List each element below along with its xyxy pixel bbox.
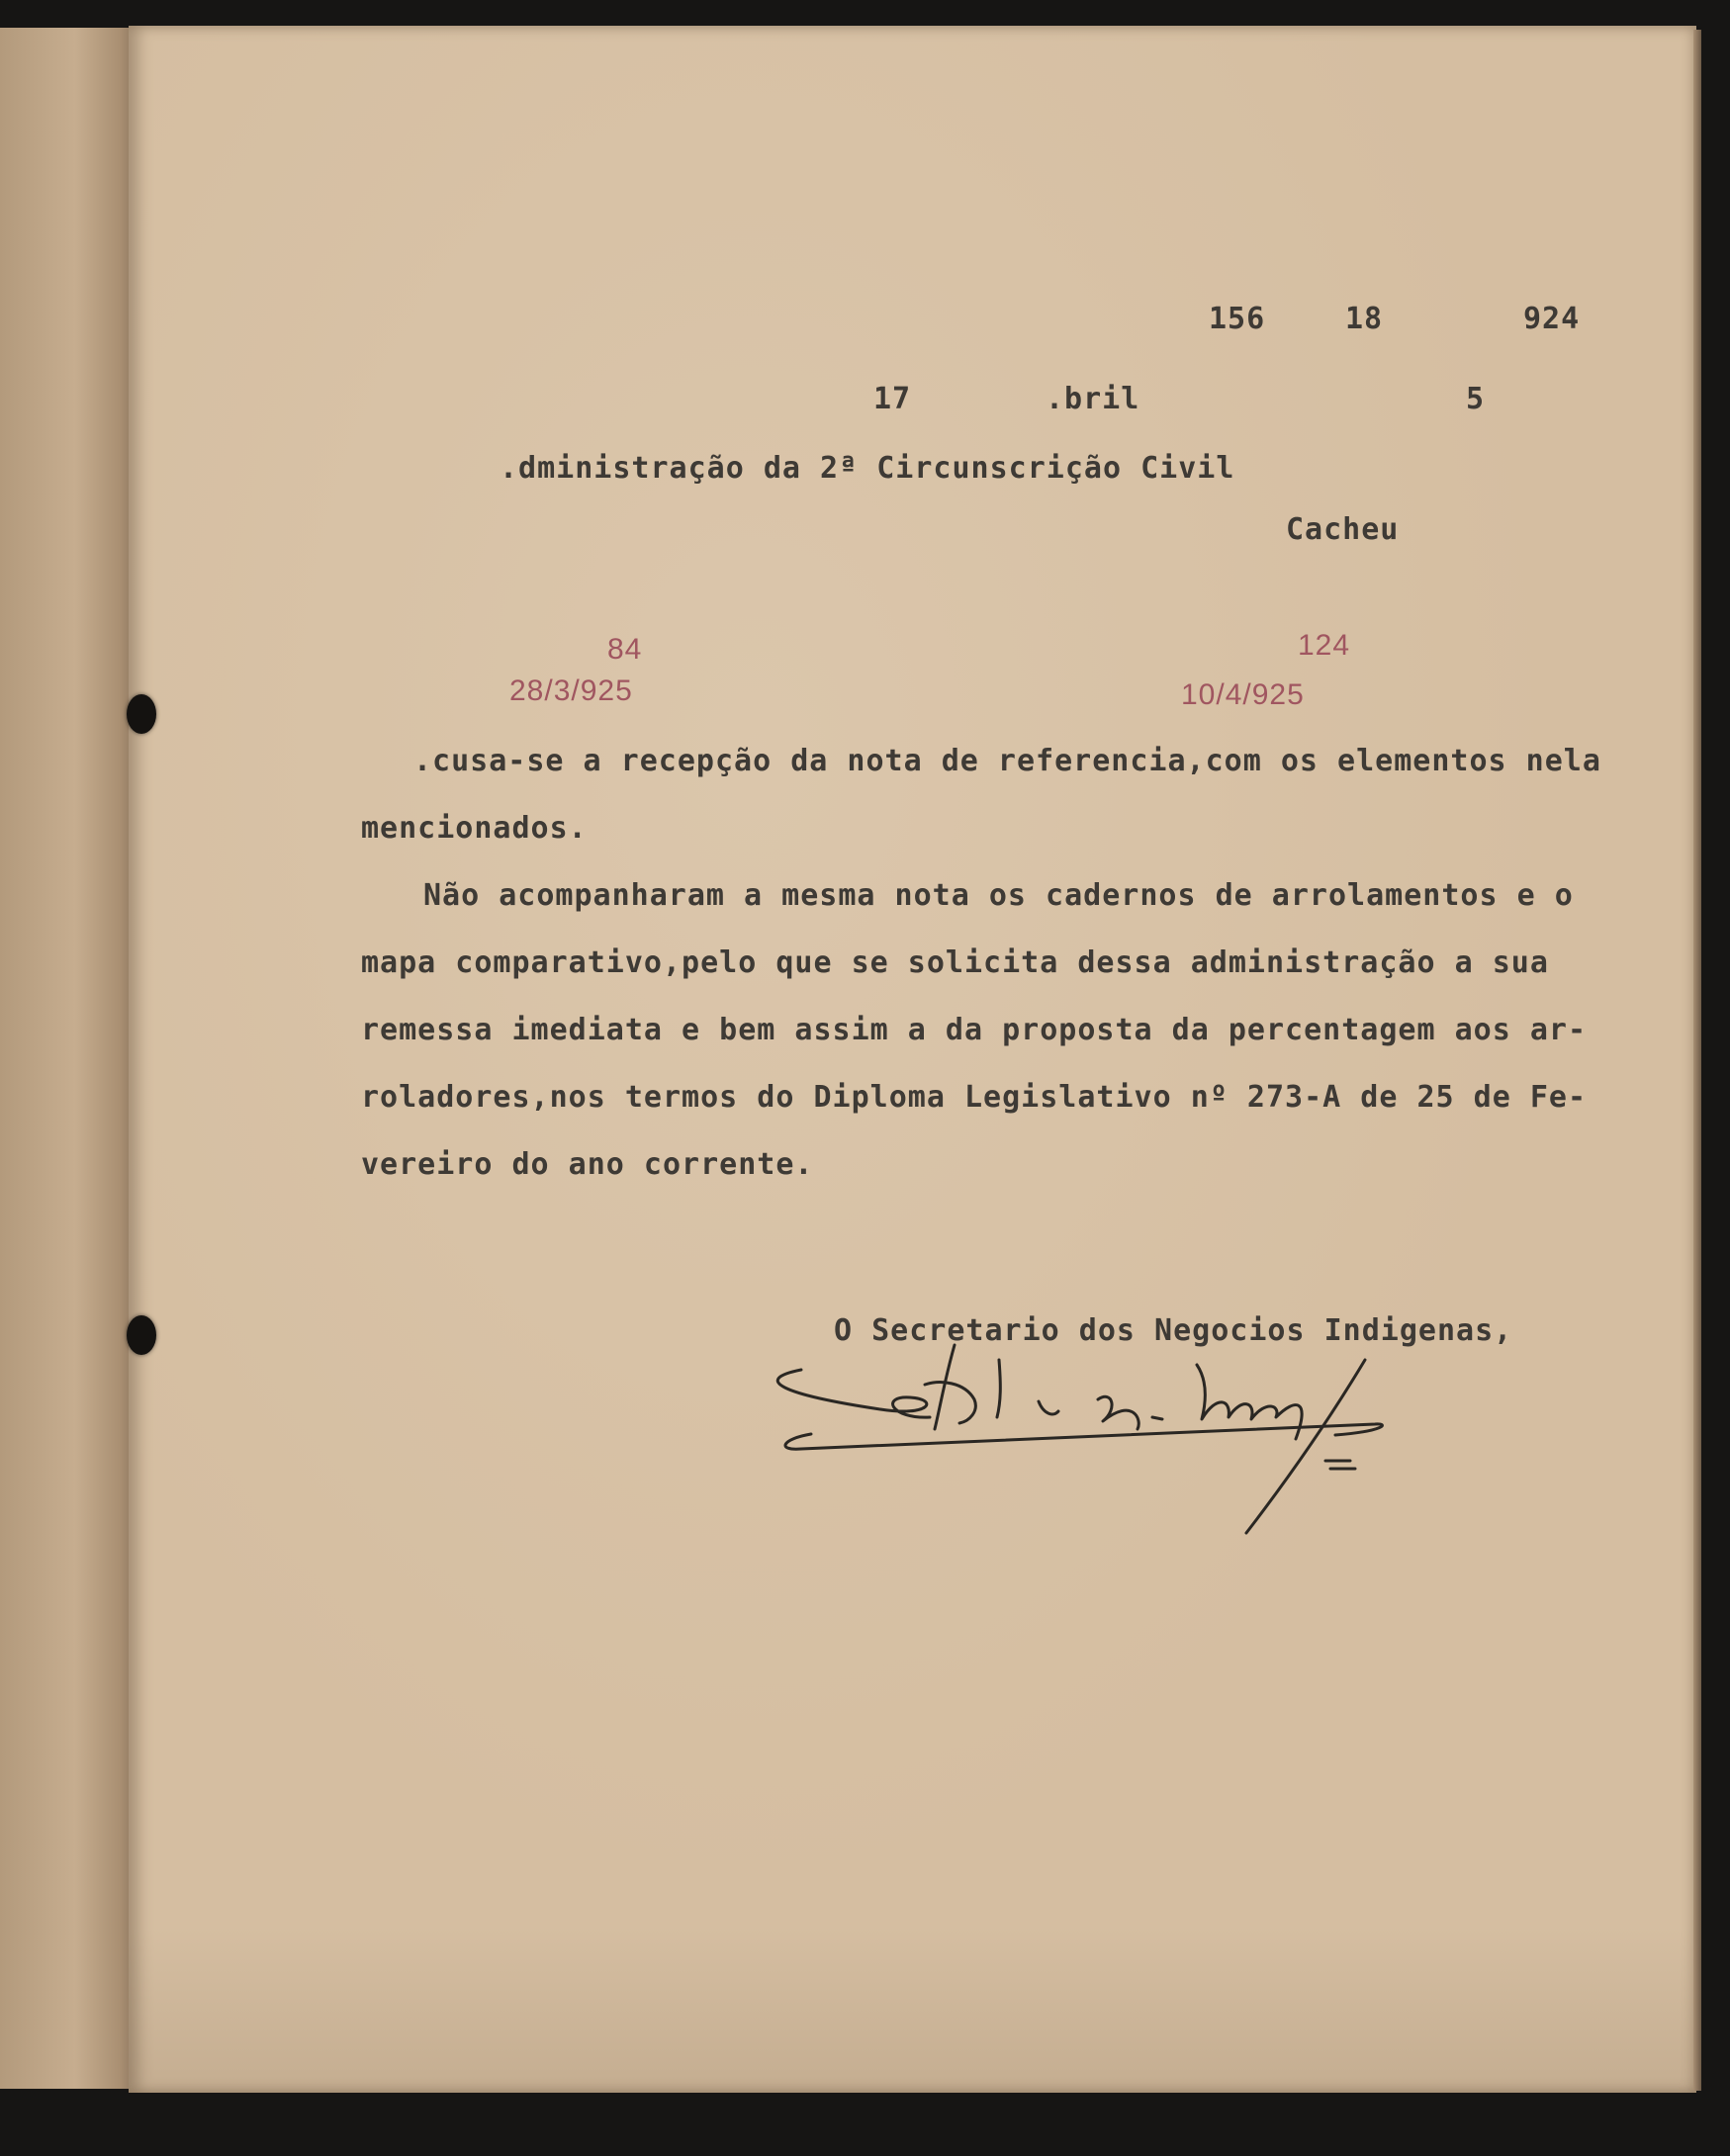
reference-page: 18 [1345, 302, 1384, 336]
addressee-line: .dministração da 2ª Circunscrição Civil [500, 451, 1235, 486]
stamp-left-number: 84 [607, 633, 643, 666]
body-line-7: vereiro do ano corrente. [361, 1147, 814, 1182]
body-line-6: roladores,nos termos do Diploma Legislativo nº 273-A de 25 de Fe- [361, 1080, 1587, 1115]
body-line-5: remessa imediata e bem assim a da proposta da percentagem aos ar- [361, 1013, 1587, 1047]
document-page [129, 26, 1696, 2093]
left-page-edge [0, 28, 137, 2089]
stamp-left-date: 28/3/925 [509, 674, 633, 707]
signoff-line: O Secretario dos Negocios Indigenas, [834, 1313, 1513, 1348]
date-day: 17 [873, 382, 912, 416]
stamp-right-number: 124 [1298, 629, 1351, 662]
date-year-digit: 5 [1466, 382, 1486, 416]
reference-year: 924 [1523, 302, 1581, 336]
addressee-location: Cacheu [1286, 512, 1400, 547]
body-line-3: Não acompanharam a mesma nota os cadernos de arrolamentos e o [423, 878, 1574, 913]
right-page-edge [1693, 30, 1701, 2091]
stamp-right-date: 10/4/925 [1181, 678, 1305, 711]
body-line-1: .cusa-se a recepção da nota de referencia,com os elementos nela [413, 744, 1601, 778]
reference-number: 156 [1209, 302, 1266, 336]
body-line-2: mencionados. [361, 811, 588, 846]
body-line-4: mapa comparativo,pelo que se solicita dessa administração a sua [361, 945, 1549, 980]
binding-hole-lower [127, 1315, 156, 1355]
date-month: .bril [1046, 382, 1140, 416]
handwritten-signature [742, 1340, 1395, 1538]
binding-hole-upper [127, 694, 156, 734]
